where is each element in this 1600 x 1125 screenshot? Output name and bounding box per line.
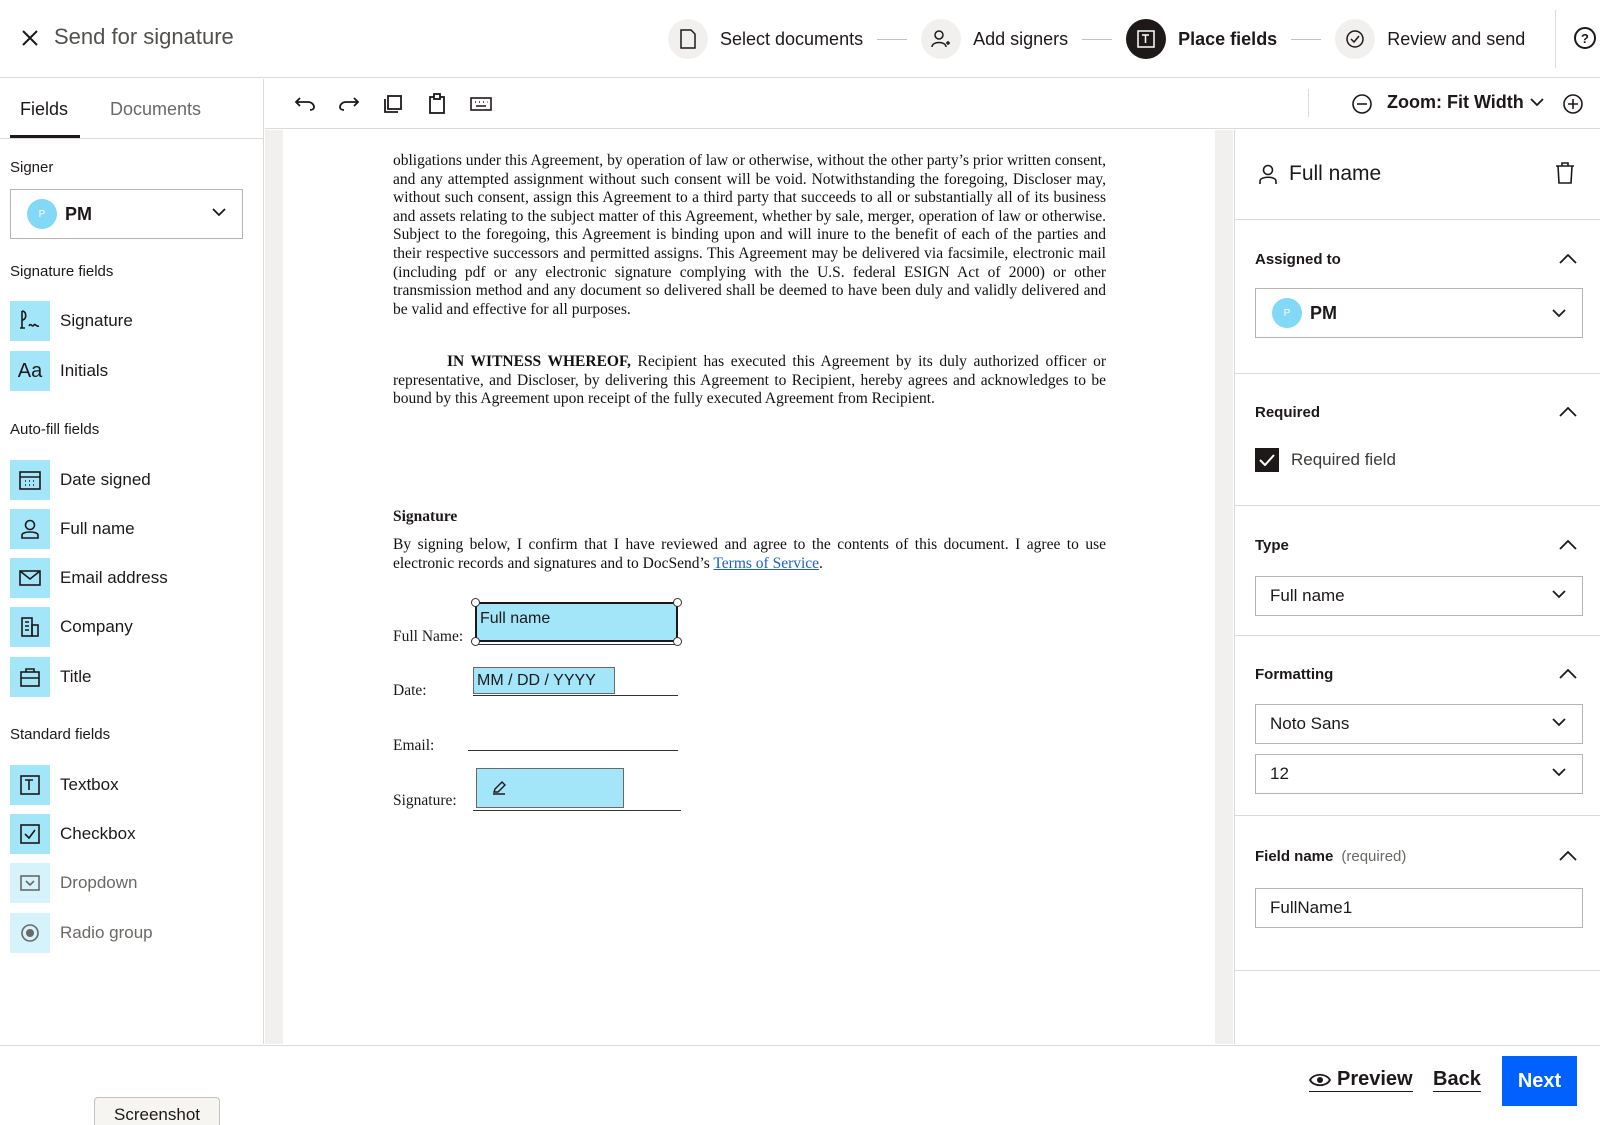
keyboard-icon[interactable] bbox=[469, 92, 493, 116]
step-review-and-send[interactable] bbox=[1335, 19, 1525, 59]
undo-icon[interactable] bbox=[293, 92, 317, 116]
field-label: Email address bbox=[60, 568, 168, 587]
field-checkbox[interactable] bbox=[10, 814, 136, 854]
step-add-signers[interactable] bbox=[921, 19, 1068, 59]
close-icon[interactable] bbox=[18, 26, 42, 50]
placed-signature-field[interactable] bbox=[476, 768, 624, 808]
terms-of-service-link[interactable]: Terms of Service bbox=[713, 554, 820, 572]
font-size-dropdown[interactable] bbox=[1255, 754, 1583, 794]
field-company[interactable] bbox=[10, 607, 133, 647]
resize-handle[interactable] bbox=[471, 598, 480, 607]
step-label: Add signers bbox=[973, 28, 1069, 49]
copy-icon[interactable] bbox=[381, 92, 405, 116]
chevron-down-icon bbox=[1530, 98, 1544, 107]
eye-icon bbox=[1309, 1072, 1331, 1088]
app-title: Send for signature bbox=[54, 24, 234, 49]
document-icon bbox=[668, 19, 708, 59]
consent-text: By signing below, I confirm that I have reviewed and agree to the contents of this document. I agree to use electronic records and signatures and to DocSend’s bbox=[393, 536, 1106, 572]
envelope-icon bbox=[10, 558, 50, 598]
toolbar-divider bbox=[1308, 89, 1309, 117]
field-name-title: Field name bbox=[1255, 848, 1334, 865]
signature-label: Signature: bbox=[393, 792, 457, 809]
top-header bbox=[0, 0, 1600, 78]
type-value: Full name bbox=[1270, 586, 1345, 605]
radio-icon bbox=[10, 913, 50, 953]
field-header-section bbox=[1235, 130, 1600, 220]
field-label: Textbox bbox=[60, 775, 119, 794]
required-checkbox[interactable] bbox=[1255, 448, 1279, 472]
field-title: Full name bbox=[1289, 162, 1382, 185]
date-label: Date: bbox=[393, 682, 427, 699]
full-name-line bbox=[473, 644, 678, 645]
field-name-input[interactable] bbox=[1255, 888, 1583, 928]
chevron-down-icon bbox=[1552, 309, 1566, 318]
next-button[interactable]: Next bbox=[1502, 1056, 1577, 1106]
field-radio-group[interactable] bbox=[10, 913, 153, 953]
assigned-to-label: Assigned to bbox=[1255, 251, 1341, 268]
font-value: Noto Sans bbox=[1270, 714, 1350, 733]
chevron-up-icon[interactable] bbox=[1559, 540, 1577, 550]
tab-documents[interactable]: Documents bbox=[110, 99, 202, 119]
formatting-section bbox=[1235, 636, 1600, 816]
field-initials[interactable] bbox=[10, 351, 108, 391]
step-separator bbox=[1291, 39, 1321, 40]
help-icon[interactable]: ? bbox=[1574, 27, 1596, 49]
step-place-fields[interactable] bbox=[1126, 19, 1277, 59]
required-checkbox-row[interactable] bbox=[1255, 448, 1396, 472]
checkbox-icon bbox=[10, 814, 50, 854]
add-person-icon bbox=[921, 19, 961, 59]
assigned-to-section bbox=[1235, 220, 1600, 374]
fields-sidebar bbox=[0, 79, 264, 1044]
building-icon bbox=[10, 607, 50, 647]
sidebar-tabs bbox=[0, 79, 263, 139]
field-full-name[interactable] bbox=[10, 509, 135, 549]
signature-fields-label: Signature fields bbox=[10, 263, 114, 280]
paste-icon[interactable] bbox=[425, 92, 449, 116]
chevron-down-icon bbox=[1552, 718, 1566, 727]
pen-icon bbox=[491, 780, 507, 796]
field-label: Title bbox=[60, 667, 92, 686]
field-label: Dropdown bbox=[60, 873, 138, 892]
screenshot-tab[interactable]: Screenshot bbox=[94, 1097, 220, 1125]
witness-paragraph bbox=[393, 353, 1106, 409]
tab-fields[interactable]: Fields bbox=[20, 99, 69, 119]
field-label: Company bbox=[60, 617, 133, 636]
zoom-out-icon[interactable] bbox=[1350, 92, 1374, 116]
email-label: Email: bbox=[393, 737, 435, 754]
font-size-value: 12 bbox=[1270, 764, 1289, 783]
placed-date-field[interactable] bbox=[473, 667, 615, 694]
email-line bbox=[468, 750, 678, 751]
trash-icon[interactable] bbox=[1555, 162, 1575, 184]
witness-text: Recipient has executed this Agreement by its duly authorized officer or representative, and Discloser, by delivering this Agreement to Recipient, hereby agrees and acknowledges to be bound by this Agreement upon receipt of the fully executed Agreement from Recipient. bbox=[393, 353, 1107, 408]
progress-steps bbox=[668, 18, 1525, 60]
step-select-documents[interactable] bbox=[668, 19, 863, 59]
field-label: Date signed bbox=[60, 470, 151, 489]
signature-heading: Signature bbox=[393, 508, 458, 525]
type-dropdown[interactable] bbox=[1255, 576, 1583, 616]
chevron-down-icon bbox=[1552, 590, 1566, 599]
full-name-label: Full Name: bbox=[393, 628, 464, 645]
chevron-up-icon[interactable] bbox=[1559, 254, 1577, 264]
chevron-up-icon[interactable] bbox=[1559, 669, 1577, 679]
placed-field-text: MM / DD / YYYY bbox=[477, 672, 596, 689]
required-label: Required bbox=[1255, 404, 1321, 421]
step-separator bbox=[1082, 39, 1112, 40]
assigned-to-dropdown[interactable] bbox=[1255, 288, 1583, 338]
field-properties-panel bbox=[1234, 130, 1600, 1044]
active-tab-indicator bbox=[10, 135, 80, 138]
textbox-icon bbox=[10, 765, 50, 805]
document-canvas[interactable] bbox=[265, 130, 1233, 1044]
required-checkbox-label: Required field bbox=[1291, 450, 1396, 469]
textbox-icon bbox=[1126, 19, 1166, 59]
chevron-up-icon[interactable] bbox=[1559, 407, 1577, 417]
footer-bar bbox=[0, 1045, 1600, 1125]
standard-fields-label: Standard fields bbox=[10, 726, 111, 743]
type-section bbox=[1235, 506, 1600, 636]
consent-end: . bbox=[819, 554, 823, 572]
date-line bbox=[473, 695, 678, 696]
consent-paragraph bbox=[393, 536, 1106, 573]
signer-name: PM bbox=[65, 203, 92, 224]
placed-field-text: Full name bbox=[480, 610, 551, 627]
preview-label: Preview bbox=[1337, 1068, 1413, 1090]
step-separator bbox=[877, 39, 907, 40]
header-divider bbox=[1555, 10, 1556, 68]
calendar-icon bbox=[10, 460, 50, 500]
field-signature[interactable] bbox=[10, 301, 133, 341]
zoom-label: Zoom: Fit Width bbox=[1387, 92, 1524, 112]
formatting-label: Formatting bbox=[1255, 666, 1334, 683]
placed-full-name-field[interactable] bbox=[475, 602, 678, 642]
field-label: Full name bbox=[60, 519, 135, 538]
avatar: P bbox=[1272, 298, 1302, 328]
field-dropdown[interactable] bbox=[10, 863, 138, 903]
chevron-down-icon bbox=[212, 208, 226, 217]
field-name-label bbox=[1255, 848, 1406, 865]
field-title[interactable] bbox=[10, 657, 92, 697]
step-label: Select documents bbox=[720, 28, 864, 49]
redo-icon[interactable] bbox=[337, 92, 361, 116]
step-label: Review and send bbox=[1387, 28, 1526, 49]
person-icon bbox=[1257, 163, 1279, 185]
type-label: Type bbox=[1255, 537, 1289, 554]
signer-dropdown[interactable] bbox=[10, 189, 243, 239]
dropdown-icon bbox=[10, 863, 50, 903]
required-section bbox=[1235, 374, 1600, 506]
person-icon bbox=[10, 509, 50, 549]
avatar: P bbox=[27, 199, 57, 229]
resize-handle[interactable] bbox=[673, 598, 682, 607]
preview-button[interactable] bbox=[1309, 1068, 1413, 1092]
back-button[interactable]: Back bbox=[1433, 1068, 1481, 1090]
field-textbox[interactable] bbox=[10, 765, 119, 805]
signature-icon bbox=[10, 301, 50, 341]
document-page bbox=[283, 130, 1215, 1044]
step-label: Place fields bbox=[1178, 28, 1278, 49]
field-name-hint: (required) bbox=[1341, 848, 1407, 865]
field-email-address[interactable] bbox=[10, 558, 168, 598]
field-label: Checkbox bbox=[60, 824, 136, 843]
editor-toolbar bbox=[265, 79, 1600, 129]
signer-label: Signer bbox=[10, 159, 54, 176]
zoom-in-icon[interactable] bbox=[1561, 92, 1585, 116]
check-icon bbox=[1259, 454, 1275, 466]
zoom-dropdown[interactable] bbox=[1387, 92, 1544, 113]
initials-icon: Aa bbox=[10, 351, 50, 391]
assigned-name: PM bbox=[1310, 302, 1337, 323]
field-label: Radio group bbox=[60, 923, 153, 942]
witness-bold: IN WITNESS WHEREOF, bbox=[447, 353, 631, 370]
resize-handle[interactable] bbox=[471, 637, 480, 646]
agreement-paragraph: obligations under this Agreement, by operation of law or otherwise, without the other party’s prior written consent, and any attempted assignment without such consent will be void. Notwithstanding the foregoing, Discloser may, without such consent, assign this Agreement to a third party that succeeds to all or substantially all of its business and assets relating to the subject matter of this Agreement, whether by sale, merger, operation of law or otherwise. Subject to the foregoing, this Agreement is binding upon and will inure to the benefit of each of the parties and their respective successors and permitted assigns. This Agreement may be delivered via facsimile, electronic mail (including pdf or any electronic signature complying with the U.S. federal ESIGN Act of 2000) or other transmission method and any document so delivered shall be deemed to have been duly and validly delivered and be valid and effective for all purposes. bbox=[393, 152, 1106, 318]
field-date-signed[interactable] bbox=[10, 460, 151, 500]
field-label: Signature bbox=[60, 311, 133, 330]
briefcase-icon bbox=[10, 657, 50, 697]
autofill-fields-label: Auto-fill fields bbox=[10, 421, 100, 438]
field-name-section bbox=[1235, 816, 1600, 971]
resize-handle[interactable] bbox=[673, 637, 682, 646]
chevron-up-icon[interactable] bbox=[1559, 851, 1577, 861]
field-label: Initials bbox=[60, 361, 109, 380]
chevron-down-icon bbox=[1552, 768, 1566, 777]
font-dropdown[interactable] bbox=[1255, 704, 1583, 744]
signature-line bbox=[473, 810, 681, 811]
check-circle-icon bbox=[1335, 19, 1375, 59]
